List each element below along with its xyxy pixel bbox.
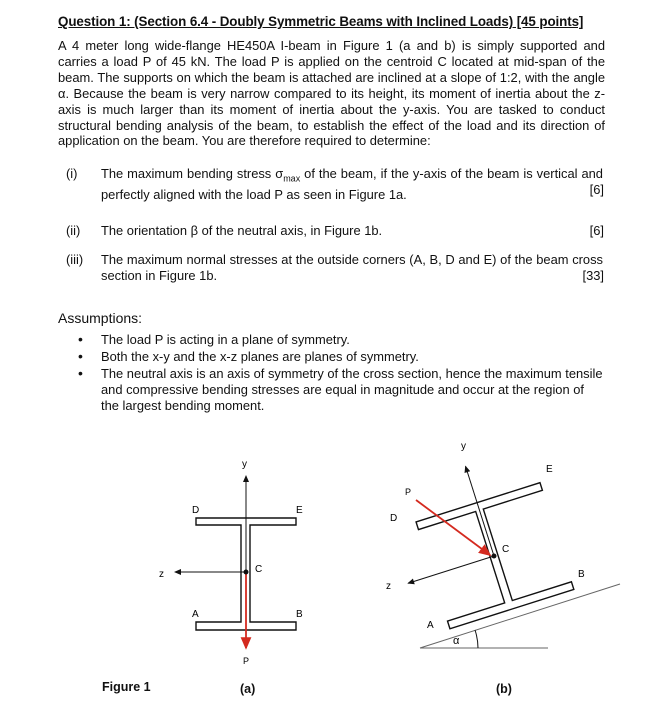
label-alpha-b: α [453, 635, 460, 647]
figure-b [380, 441, 620, 648]
label-z-a: z [159, 569, 164, 580]
assumption-item: • Both the x-y and the x-z planes are planes of symmetry. [78, 349, 608, 365]
assumption-item: • The load P is acting in a plane of symmetry. [78, 332, 608, 348]
question-text: The maximum normal stresses at the outside corners (A, B, D and E) of the beam cross section in Figure 1b. [101, 252, 603, 283]
label-c-b: C [502, 544, 510, 555]
label-b-b: B [578, 569, 585, 580]
sigma-subscript: max [283, 173, 301, 184]
centroid-c-b [492, 554, 497, 559]
question-marks: [6] [589, 182, 604, 197]
y-axis-b [466, 466, 494, 556]
figure-sublabel-a: (a) [240, 682, 256, 696]
centroid-c-a [244, 570, 249, 575]
label-y-b: y [461, 441, 466, 452]
label-y-a: y [242, 459, 247, 470]
label-d-a: D [192, 505, 200, 516]
alpha-angle-arc [475, 630, 478, 648]
question-marks: [33] [582, 268, 604, 283]
assumption-item: • The neutral axis is an axis of symmetry of the cross section, hence the maximum tensile and compressive bending stresses are equal in magnitude and occur at the region of the largest bending moment. [78, 366, 608, 414]
question-number: (ii) [66, 223, 81, 238]
inclined-support-line [420, 584, 620, 648]
label-e-a: E [296, 505, 303, 516]
intro-paragraph: A 4 meter long wide-flange HE450A I-beam in Figure 1 (a and b) is simply supported and carries a load P of 45 kN. The load P is applied on the centroid C located at mid-span of the beam. The supports on which the beam is attached are inclined at a slope of 1:2, with the angle α. Because the beam is very narrow compared to its height, its moment of inertia about the z-axis is much larger than its moment of inertia about the y-axis. You are tasked to conduct structural bending analysis of the beam, to establish the effect of the load and its direction of application on the beam. You are therefore required to determine: [58, 38, 605, 149]
figure-sublabel-b: (b) [496, 682, 512, 696]
figure-caption: Figure 1 [102, 680, 151, 694]
label-c-a: C [255, 564, 263, 575]
label-e-b: E [546, 464, 553, 475]
label-p-a: P [243, 656, 250, 666]
label-a-a: A [192, 609, 199, 620]
label-b-a: B [296, 609, 303, 620]
question-text: The orientation β of the neutral axis, in Figure 1b. [101, 223, 383, 238]
label-p-b: P [405, 487, 412, 497]
question-title: Question 1: (Section 6.4 - Doubly Symmetric Beams with Inclined Loads) [45 points] [58, 14, 584, 29]
label-d-b: D [390, 513, 398, 524]
assumptions-heading: Assumptions: [58, 310, 143, 326]
label-a-b: A [427, 620, 434, 631]
label-z-b: z [386, 581, 391, 592]
question-marks: [6] [589, 223, 604, 238]
question-text: The maximum bending stress $\sigma_{max}$ of the beam, if the y-axis of the beam is vertical and perfectly aligned with the load P as seen in Figure 1a. [101, 166, 603, 203]
question-number: (iii) [66, 252, 84, 267]
question-number: (i) [66, 166, 78, 181]
z-axis-b [408, 556, 494, 583]
figure-a [159, 459, 303, 666]
